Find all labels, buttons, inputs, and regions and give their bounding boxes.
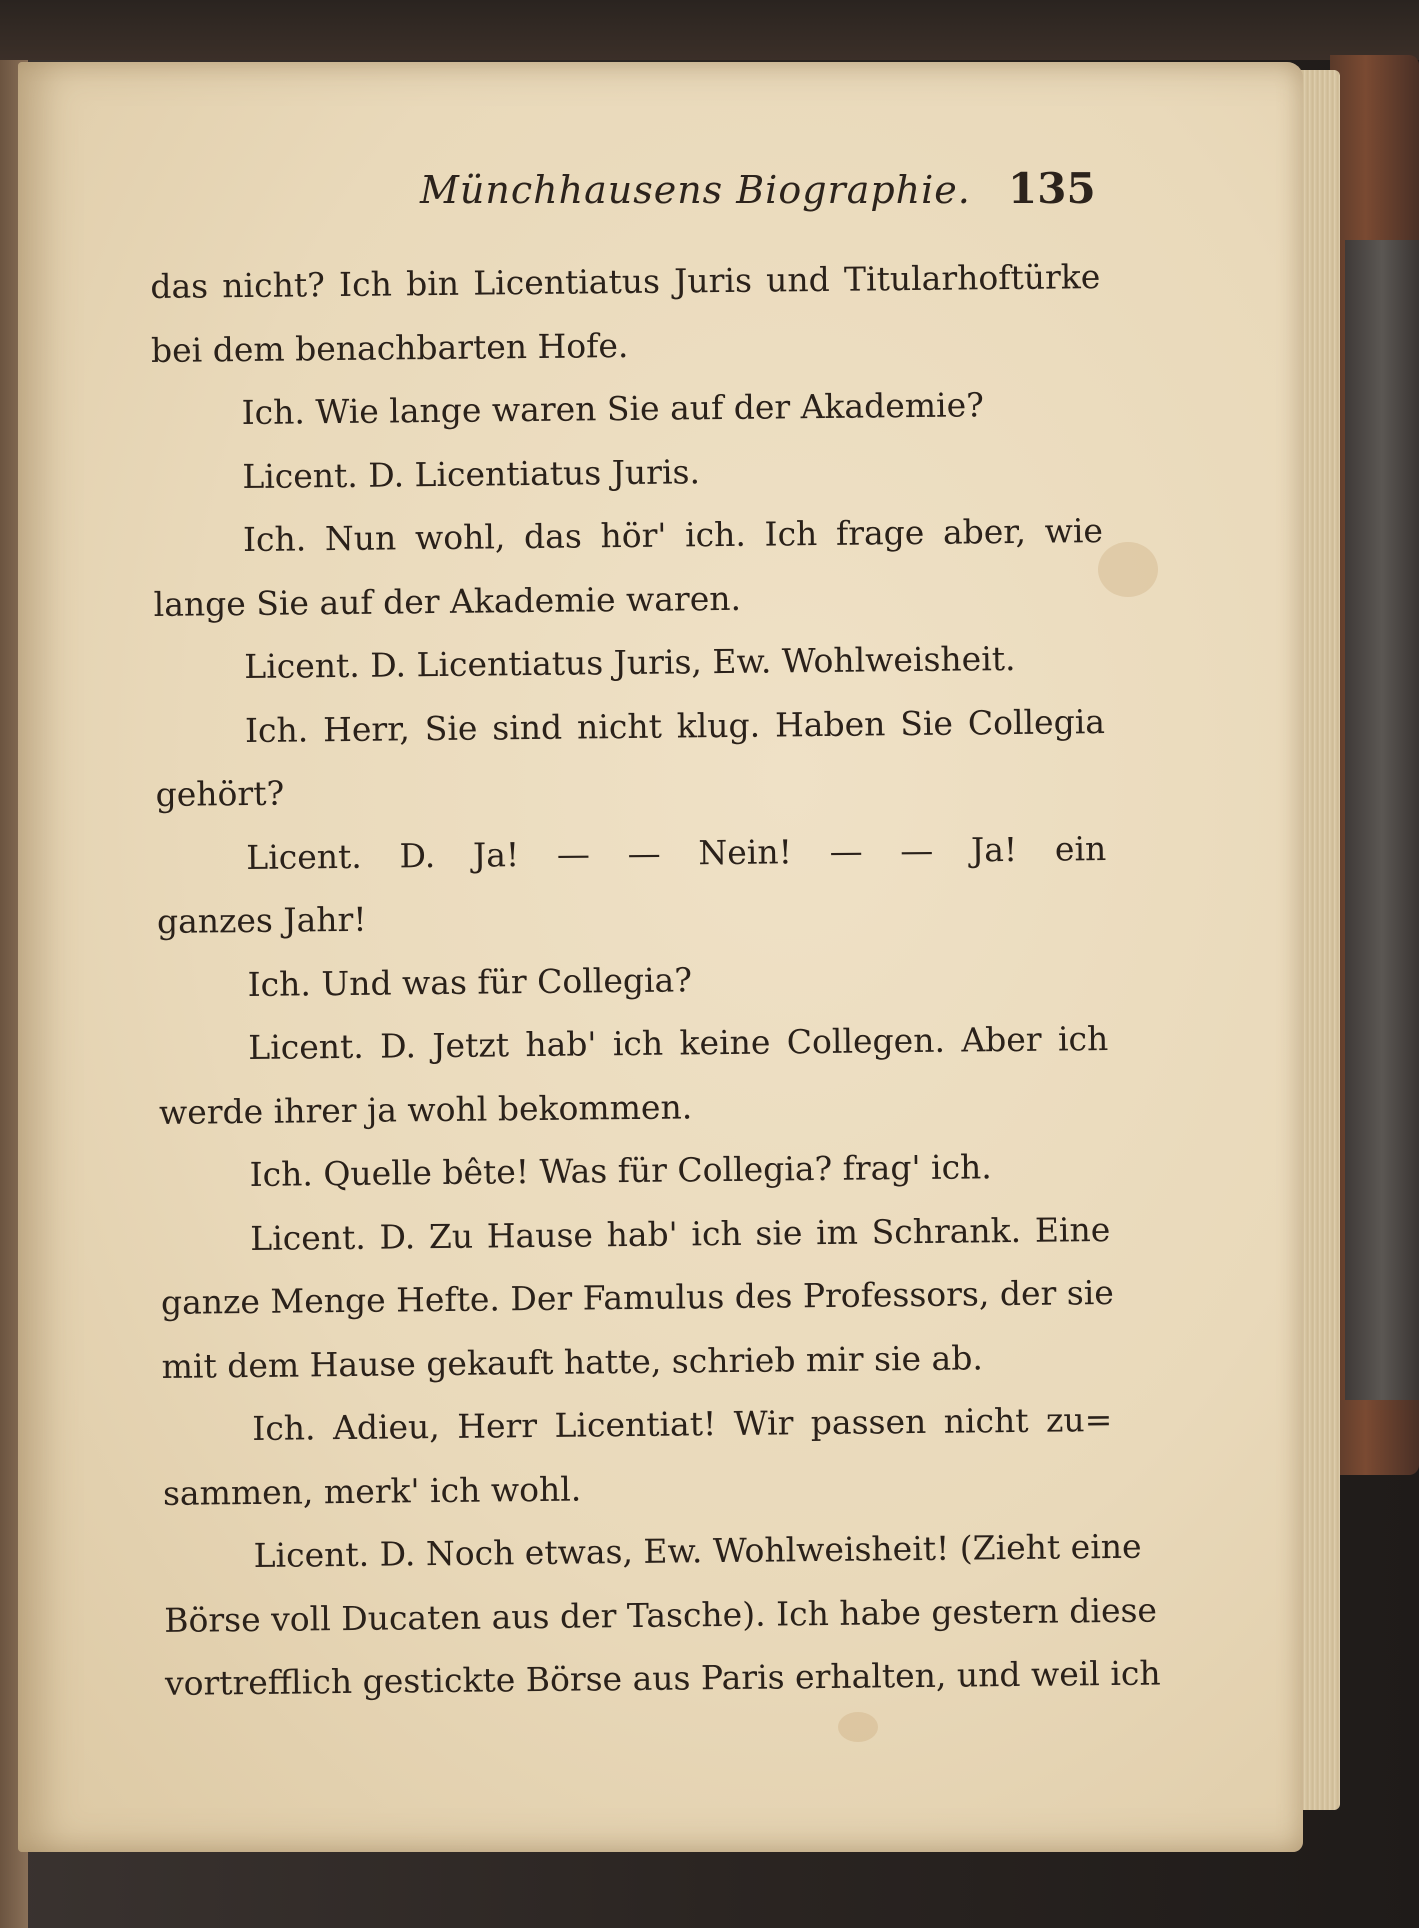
text-line: Ich. Herr, Sie sind nicht klug. Haben Sie Collegia <box>244 701 1106 750</box>
text-line: Licent. D. Licentiatus Juris, Ew. Wohlweisheit. <box>244 638 1016 687</box>
text-line: das nicht? Ich bin Licentiatus Juris und Titularhoftürke <box>150 257 1101 306</box>
text-line: Licent. D. Ja! — — Nein! — — Ja! ein <box>246 828 1107 877</box>
background-top <box>0 0 1419 60</box>
text-line: Ich. Quelle bête! Was für Collegia? frag' ich. <box>249 1147 993 1195</box>
text-line: gehört? <box>155 773 285 814</box>
text-line: Börse voll Ducaten aus der Tasche). Ich habe gestern diese <box>164 1590 1158 1640</box>
text-line: Licent. D. Noch etwas, Ew. Wohlweisheit! (Zieht eine <box>253 1526 1142 1575</box>
text-line: ganze Menge Hefte. Der Famulus des Professors, der sie <box>160 1272 1114 1322</box>
text-line: Ich. Adieu, Herr Licentiat! Wir passen nicht zu= <box>252 1399 1113 1448</box>
text-line: Ich. Nun wohl, das hör' ich. Ich frage aber, wie <box>242 511 1104 560</box>
paper-stain <box>838 1712 878 1742</box>
text-line: Licent. D. Licentiatus Juris. <box>242 451 701 496</box>
book-spine-worn <box>1345 240 1419 1400</box>
text-line: werde ihrer ja wohl bekommen. <box>158 1086 693 1132</box>
text-line: vortrefflich gestickte Börse aus Paris erhalten, und weil ich <box>164 1653 1161 1703</box>
text-line: ganzes Jahr! <box>156 899 367 941</box>
text-line: sammen, merk' ich wohl. <box>162 1469 582 1513</box>
text-line: Ich. Wie lange waren Sie auf der Akademie? <box>241 385 985 433</box>
body-text <box>150 245 1161 1715</box>
text-line: Ich. Und was für Collegia? <box>247 959 693 1004</box>
paper-stain <box>1098 542 1158 597</box>
text-line: Licent. D. Jetzt hab' ich keine Collegen. Aber ich <box>248 1019 1109 1068</box>
text-line: lange Sie auf der Akademie waren. <box>153 578 742 624</box>
running-title: Münchhausens Biographie. <box>420 168 971 212</box>
text-line: mit dem Hause gekauft hatte, schrieb mir sie ab. <box>161 1337 984 1386</box>
text-line: Licent. D. Zu Hause hab' ich sie im Schrank. Eine <box>250 1209 1111 1258</box>
text-line: bei dem benachbarten Hofe. <box>150 325 629 370</box>
page-number: 135 <box>1008 164 1096 213</box>
